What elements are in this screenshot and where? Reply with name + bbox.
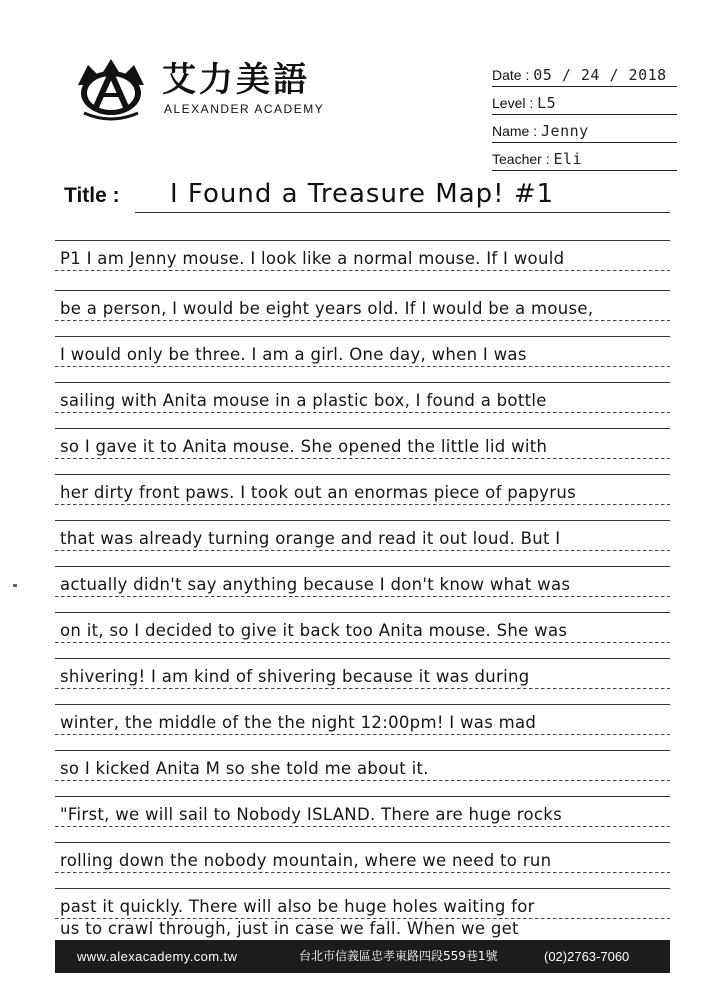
stray-mark bbox=[13, 584, 17, 587]
ruled-line bbox=[55, 320, 670, 321]
ruled-line bbox=[55, 642, 670, 643]
teacher-underline bbox=[492, 170, 677, 171]
level-value: L5 bbox=[537, 94, 557, 112]
ruled-line bbox=[55, 240, 670, 241]
essay-line: "First, we will sail to Nobody ISLAND. There are huge rocks bbox=[60, 805, 563, 824]
teacher-value: Eli bbox=[553, 150, 583, 168]
essay-line: us to crawl through, just in case we fall. When we get bbox=[60, 919, 519, 938]
essay-line: so I kicked Anita M so she told me about it. bbox=[60, 759, 429, 778]
ruled-line bbox=[55, 290, 670, 291]
ruled-line bbox=[55, 504, 670, 505]
level-field bbox=[492, 94, 556, 112]
essay-line: so I gave it to Anita mouse. She opened the little lid with bbox=[60, 437, 548, 456]
essay-line: sailing with Anita mouse in a plastic box, I found a bottle bbox=[60, 391, 547, 410]
footer-bar bbox=[55, 940, 670, 973]
ruled-line bbox=[55, 382, 670, 383]
title-label: Title : bbox=[64, 184, 120, 207]
ruled-line bbox=[55, 520, 670, 521]
essay-line: on it, so I decided to give it back too Anita mouse. She was bbox=[60, 621, 568, 640]
ruled-line bbox=[55, 336, 670, 337]
ruled-line bbox=[55, 780, 670, 781]
ruled-line bbox=[55, 428, 670, 429]
name-value: Jenny bbox=[541, 122, 589, 140]
essay-line: past it quickly. There will also be huge holes waiting for bbox=[60, 897, 535, 916]
teacher-field bbox=[492, 150, 582, 168]
teacher-label: Teacher : bbox=[492, 151, 550, 167]
date-label: Date : bbox=[492, 67, 530, 83]
ruled-line bbox=[55, 566, 670, 567]
ruled-line bbox=[55, 872, 670, 873]
ruled-line bbox=[55, 366, 670, 367]
footer-address: 台北市信義區忠孝東路四段559巷1號 bbox=[299, 949, 498, 963]
date-value: 05 / 24 / 2018 bbox=[533, 66, 667, 84]
essay-line: P1 I am Jenny mouse. I look like a normal mouse. If I would bbox=[60, 249, 565, 268]
essay-line: her dirty front paws. I took out an enormas piece of papyrus bbox=[60, 483, 576, 502]
ruled-line bbox=[55, 550, 670, 551]
date-underline bbox=[492, 86, 677, 87]
ruled-line bbox=[55, 688, 670, 689]
ruled-line bbox=[55, 750, 670, 751]
ruled-line bbox=[55, 596, 670, 597]
ruled-line bbox=[55, 474, 670, 475]
essay-line: shivering! I am kind of shivering because it was during bbox=[60, 667, 530, 686]
academy-logo-icon bbox=[72, 55, 150, 121]
ruled-line bbox=[55, 658, 670, 659]
ruled-line bbox=[55, 612, 670, 613]
brand-name-chinese: 艾力美語 bbox=[162, 60, 310, 100]
essay-title: I Found a Treasure Map! #1 bbox=[170, 179, 555, 209]
essay-line: that was already turning orange and read it out loud. But I bbox=[60, 529, 561, 548]
ruled-line bbox=[55, 888, 670, 889]
footer-phone: (02)2763-7060 bbox=[544, 949, 630, 964]
name-label: Name : bbox=[492, 123, 538, 139]
ruled-line bbox=[55, 704, 670, 705]
essay-line: winter, the middle of the the night 12:00pm! I was mad bbox=[60, 713, 537, 732]
ruled-line bbox=[55, 842, 670, 843]
ruled-line bbox=[55, 826, 670, 827]
brand-name-english: ALEXANDER ACADEMY bbox=[164, 102, 325, 116]
title-underline bbox=[135, 212, 670, 213]
essay-line: be a person, I would be eight years old. If I would be a mouse, bbox=[60, 299, 594, 318]
ruled-line bbox=[55, 458, 670, 459]
essay-line: I would only be three. I am a girl. One day, when I was bbox=[60, 345, 527, 364]
footer-website: www.alexacademy.com.tw bbox=[77, 949, 238, 964]
ruled-line bbox=[55, 796, 670, 797]
essay-line: actually didn't say anything because I don't know what was bbox=[60, 575, 571, 594]
ruled-line bbox=[55, 412, 670, 413]
name-field bbox=[492, 122, 589, 140]
name-underline bbox=[492, 142, 677, 143]
level-label: Level : bbox=[492, 95, 534, 111]
level-underline bbox=[492, 114, 677, 115]
date-field bbox=[492, 66, 667, 84]
essay-line: rolling down the nobody mountain, where we need to run bbox=[60, 851, 552, 870]
ruled-line bbox=[55, 270, 670, 271]
ruled-line bbox=[55, 734, 670, 735]
